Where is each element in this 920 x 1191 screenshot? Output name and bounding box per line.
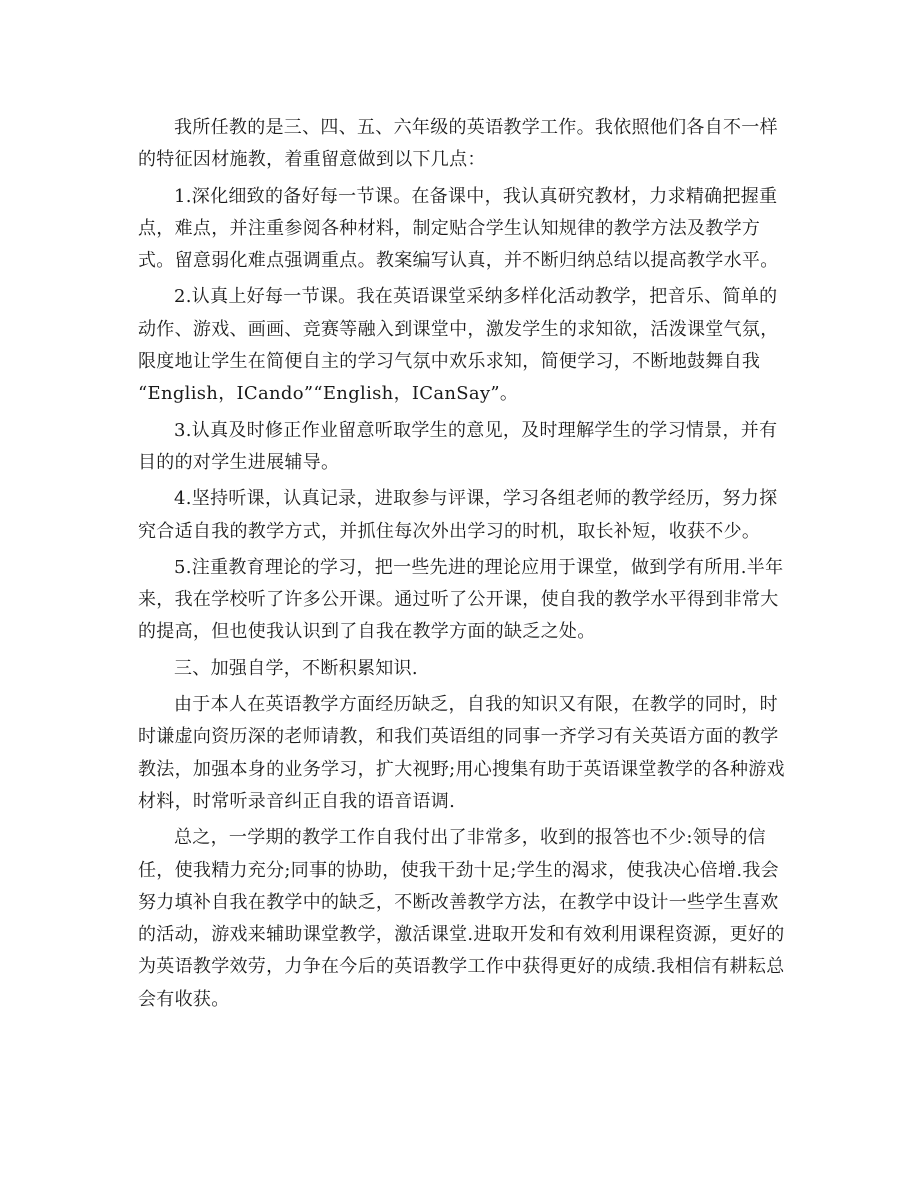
text-line: 的提高，但也使我认识到了自我在教学方面的缺乏之处。 (138, 621, 596, 643)
text-line: 限度地让学生在简便自主的学习气氛中欢乐求知，简便学习，不断地鼓舞自我 (138, 351, 761, 373)
text-line: 1.深化细致的备好每一节课。在备课中，我认真研究教材，力求精确把握重 (174, 185, 778, 207)
text-line: 2.认真上好每一节课。我在英语课堂采纳多样化活动教学，把音乐、简单的 (174, 286, 778, 308)
paragraph-item-4 (138, 483, 786, 548)
text-line: 动作、游戏、画画、竞赛等融入到课堂中，激发学生的求知欲，活泼课堂气氛， (138, 318, 779, 340)
text-line: 我所任教的是三、四、五、六年级的英语教学工作。我依照他们各自不一样 (174, 117, 778, 138)
text-line: 来，我在学校听了许多公开课。通过听了公开课，使自我的教学水平得到非常大 (138, 589, 779, 611)
paragraph-intro (138, 112, 786, 177)
text-line: 点，难点，并注重参阅各种材料，制定贴合学生认知规律的教学方法及教学方 (138, 217, 761, 239)
paragraph-item-2 (138, 281, 786, 410)
text-line: 任，使我精力充分;同事的协助，使我干劲十足;学生的渴求，使我决心倍增.我会 (138, 859, 779, 881)
paragraph-conclusion (138, 822, 786, 1016)
text-line: 三、加强自学，不断积累知识. (174, 657, 418, 679)
text-line: 究合适自我的教学方式，并抓住每次外出学习的时机，取长补短，收获不少。 (138, 520, 761, 542)
document-body (138, 112, 786, 1020)
text-line: 5.注重教育理论的学习，把一些先进的理论应用于课堂，做到学有所用.半年 (174, 556, 784, 578)
text-line: 3.认真及时修正作业留意听取学生的意见，及时理解学生的学习情景，并有 (174, 419, 778, 441)
text-line: 会有收获。 (138, 988, 230, 1010)
text-line: 的特征因材施教，着重留意做到以下几点： (138, 149, 486, 171)
paragraph-self-study (138, 689, 786, 818)
text-line: 式。留意弱化难点强调重点。教案编写认真，并不断归纳总结以提高教学水平。 (138, 250, 779, 272)
text-line: 为英语教学效劳，力争在今后的英语教学工作中获得更好的成绩.我相信有耕耘总 (138, 956, 785, 978)
text-line: 教法，加强本身的业务学习，扩大视野;用心搜集有助于英语课堂教学的各种游戏 (138, 758, 785, 780)
paragraph-item-1 (138, 181, 786, 278)
paragraph-item-3 (138, 415, 786, 480)
text-line: 目的的对学生进展辅导。 (138, 451, 340, 473)
text-line: “English，ICando”“English，ICanSay”。 (138, 383, 519, 405)
text-line: 努力填补自我在教学中的缺乏，不断改善教学方法，在教学中设计一些学生喜欢 (138, 891, 779, 913)
text-line: 时谦虚向资历深的老师请教，和我们英语组的同事一齐学习有关英语方面的教学 (138, 726, 779, 748)
text-line: 的活动，游戏来辅助课堂教学，激活课堂.进取开发和有效利用课程资源，更好的 (138, 924, 785, 946)
text-line: 由于本人在英语教学方面经历缺乏，自我的知识又有限，在教学的同时，时 (174, 694, 778, 716)
text-line: 材料，时常听录音纠正自我的语音语调. (138, 790, 456, 812)
section-heading (138, 653, 786, 685)
paragraph-item-5 (138, 552, 786, 649)
text-line: 总之，一学期的教学工作自我付出了非常多，收到的报答也不少:领导的信 (174, 827, 766, 849)
text-line: 4.坚持听课，认真记录，进取参与评课，学习各组老师的教学经历，努力探 (174, 488, 778, 510)
